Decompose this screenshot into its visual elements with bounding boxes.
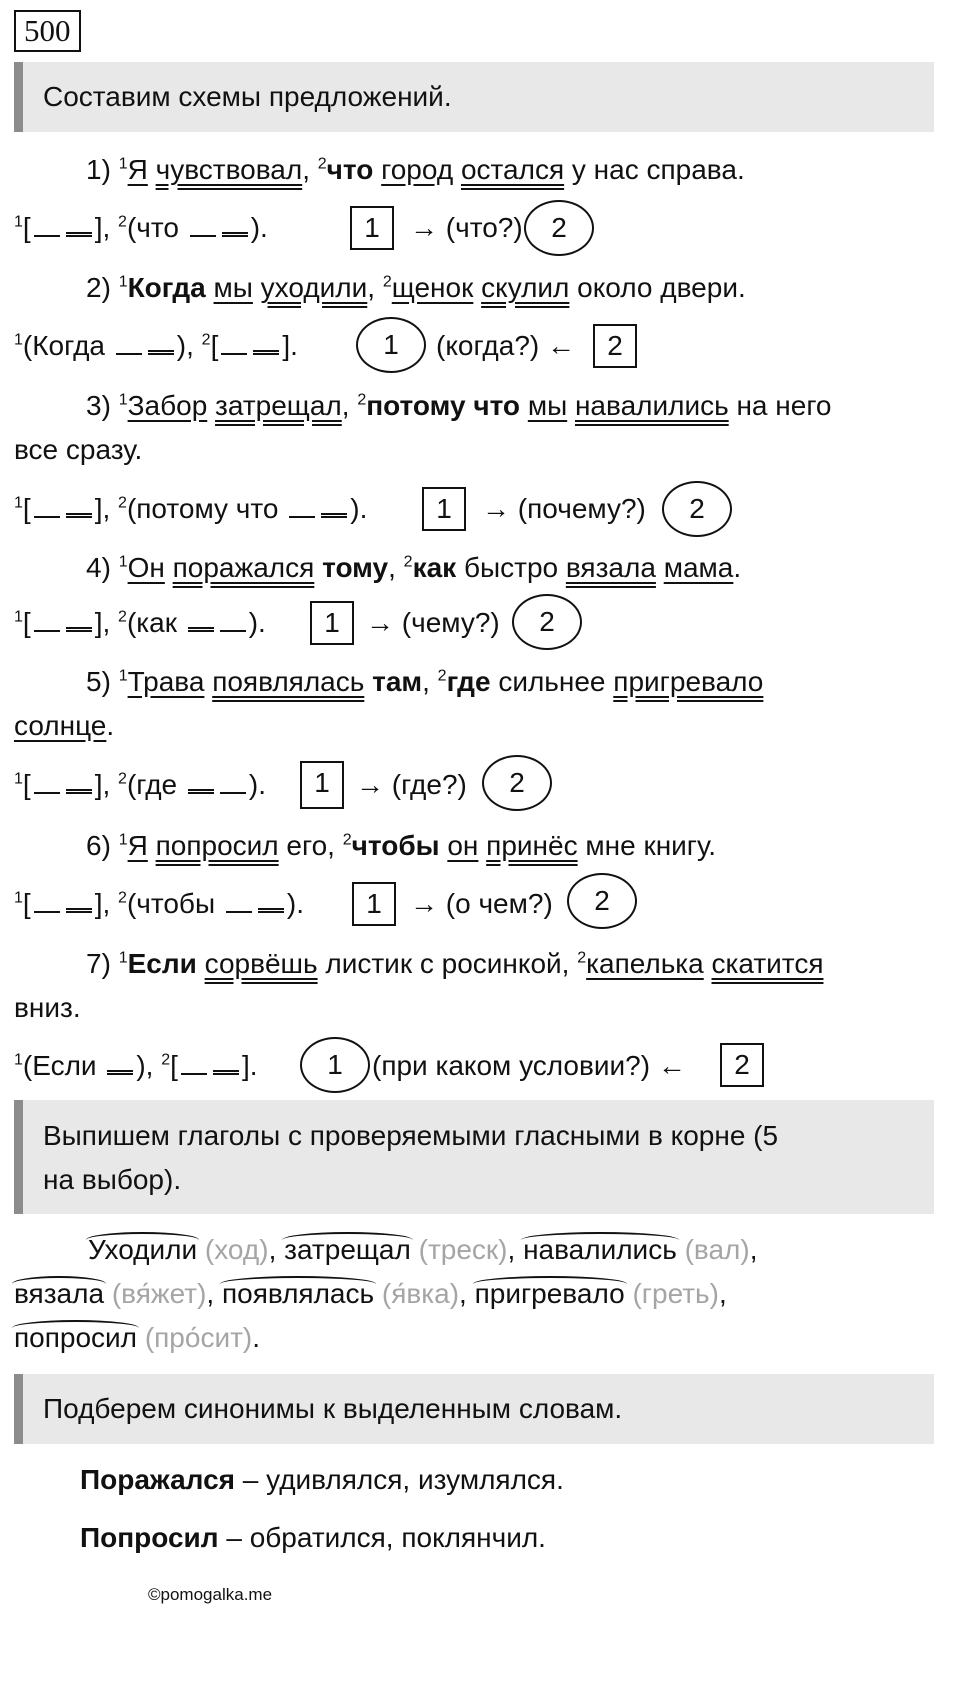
- scheme-4-box: 1: [310, 601, 354, 645]
- scheme-6-circle: 2: [567, 873, 637, 929]
- sentence-5: 5) $^1$Трава появлялась там, $^2$где сильнее пригревало: [86, 666, 764, 697]
- scheme-7-question: (при каком условии?) ←: [372, 1050, 686, 1081]
- sentence-3-line-2: все сразу.: [14, 434, 143, 465]
- scheme-6-box: 1: [352, 882, 396, 926]
- sentence-2: 2) $^1$Когда мы уходили, $^2$щенок скулил около двери.: [86, 272, 746, 303]
- section-schemes-title: Составим схемы предложений.: [14, 62, 934, 132]
- verbs-line-2: вязала (вя́жет), появлялась (я́вка), пригревало (греть),: [14, 1274, 727, 1314]
- sentence-4: 4) $^1$Он поражался тому, $^2$как быстро вязала мама.: [86, 552, 742, 583]
- scheme-4: $^1$[ ], $^2$(как ).: [14, 607, 266, 638]
- scheme-5-question: → (где?): [356, 769, 467, 800]
- sentence-7: 7) $^1$Если сорвёшь листик с росинкой, $^2$капелька скатится: [86, 948, 824, 979]
- scheme-4-question: → (чему?): [366, 607, 500, 638]
- scheme-4-circle: 2: [512, 594, 582, 650]
- verbs-line-1: Уходили (ход), затрещал (треск), навалились (вал),: [88, 1230, 757, 1270]
- scheme-1: $^1$[ ], $^2$(что ).: [14, 212, 268, 243]
- scheme-7: $^1$(Если ), $^2$[ ].: [14, 1050, 258, 1081]
- sentence-1: 1) $^1$Я чувствовал, $^2$что город остался у нас справа.: [86, 154, 745, 185]
- scheme-3-box: 1: [422, 487, 466, 531]
- scheme-7-box: 2: [720, 1043, 764, 1087]
- scheme-6: $^1$[ ], $^2$(чтобы ).: [14, 888, 304, 919]
- scheme-5: $^1$[ ], $^2$(где ).: [14, 769, 267, 800]
- scheme-3-question: → (почему?): [482, 493, 646, 524]
- section-verbs-title: Выпишем глаголы с проверяемыми гласными в корне (5 на выбор).: [14, 1100, 934, 1214]
- scheme-1-circle: 2: [524, 200, 594, 256]
- scheme-5-circle: 2: [482, 755, 552, 811]
- scheme-3: $^1$[ ], $^2$(потому что ).: [14, 493, 368, 524]
- scheme-2-circle: 1: [356, 317, 426, 373]
- verbs-line-3: попросил (про́сит).: [14, 1318, 260, 1358]
- scheme-7-circle: 1: [300, 1037, 370, 1093]
- scheme-2: $^1$(Когда ), $^2$[ ].: [14, 330, 298, 361]
- sentence-6: 6) $^1$Я попросил его, $^2$чтобы он принёс мне книгу.: [86, 830, 716, 861]
- scheme-5-box: 1: [300, 761, 344, 809]
- watermark: ©pomogalka.me: [148, 1585, 273, 1604]
- sentence-7-line-2: вниз.: [14, 992, 81, 1023]
- sentence-3: 3) $^1$Забор затрещал, $^2$потому что мы навалились на него: [86, 390, 832, 421]
- section-synonyms-title: Подберем синонимы к выделенным словам.: [14, 1374, 934, 1444]
- scheme-1-question: → (что?): [410, 212, 523, 243]
- scheme-6-question: → (о чем?): [410, 888, 553, 919]
- synonym-1: Поражался – удивлялся, изумлялся.: [80, 1464, 564, 1495]
- scheme-2-box: 2: [593, 324, 637, 368]
- task-number: 500: [14, 10, 81, 52]
- scheme-1-box: 1: [350, 206, 394, 250]
- sentence-5-line-2: солнце.: [14, 710, 115, 741]
- scheme-2-question: (когда?) ←: [436, 330, 576, 361]
- synonym-2: Попросил – обратился, поклянчил.: [80, 1522, 546, 1553]
- scheme-3-circle: 2: [662, 481, 732, 537]
